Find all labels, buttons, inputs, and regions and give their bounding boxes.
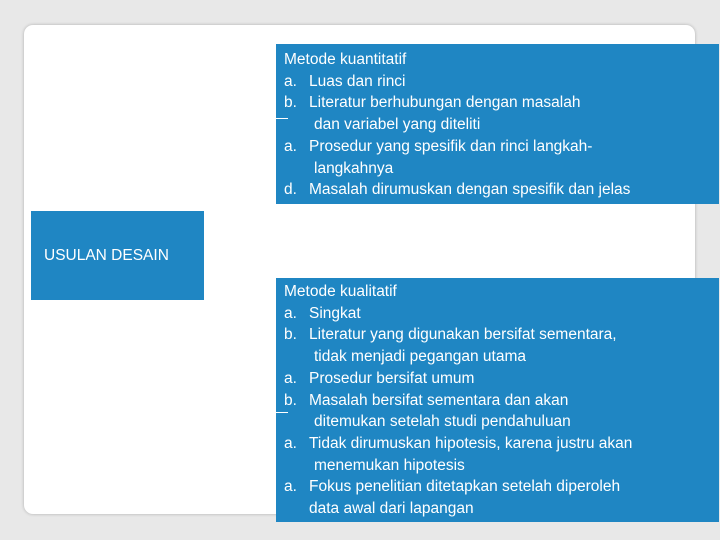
connector-tick bbox=[276, 118, 288, 119]
list-item-continuation: langkahnya bbox=[314, 159, 394, 177]
connector-tick bbox=[276, 412, 288, 413]
list-item: a. Prosedur bersifat umum bbox=[284, 369, 475, 387]
list-item: a. Singkat bbox=[284, 304, 361, 322]
list-item: a. Luas dan rinci bbox=[284, 72, 406, 90]
qualitative-method-box bbox=[276, 278, 719, 522]
box-heading: Metode kualitatif bbox=[284, 283, 397, 300]
list-item-continuation: menemukan hipotesis bbox=[314, 456, 465, 474]
list-item: b. Literatur yang digunakan bersifat sementara, bbox=[284, 326, 617, 344]
list-item-continuation: data awal dari lapangan bbox=[309, 500, 474, 518]
list-item: a. Tidak dirumuskan hipotesis, karena justru akan bbox=[284, 434, 633, 452]
list-item-continuation: ditemukan setelah studi pendahuluan bbox=[314, 413, 571, 431]
list-item-continuation: dan variabel yang diteliti bbox=[314, 116, 481, 134]
list-item: a. Fokus penelitian ditetapkan setelah diperoleh bbox=[284, 478, 621, 496]
box-heading: Metode kuantitatif bbox=[284, 51, 407, 68]
list-item-continuation: tidak menjadi pegangan utama bbox=[314, 348, 526, 366]
center-label: USULAN DESAIN bbox=[44, 246, 169, 264]
quantitative-method-box bbox=[276, 44, 719, 204]
list-item: b. Literatur berhubungan dengan masalah bbox=[284, 94, 581, 112]
list-item: b. Masalah bersifat sementara dan akan bbox=[284, 391, 569, 409]
list-item: a. Prosedur yang spesifik dan rinci langkah- bbox=[284, 137, 593, 155]
usulan-desain-box bbox=[31, 211, 204, 300]
list-item: d. Masalah dirumuskan dengan spesifik dan jelas bbox=[284, 181, 631, 199]
